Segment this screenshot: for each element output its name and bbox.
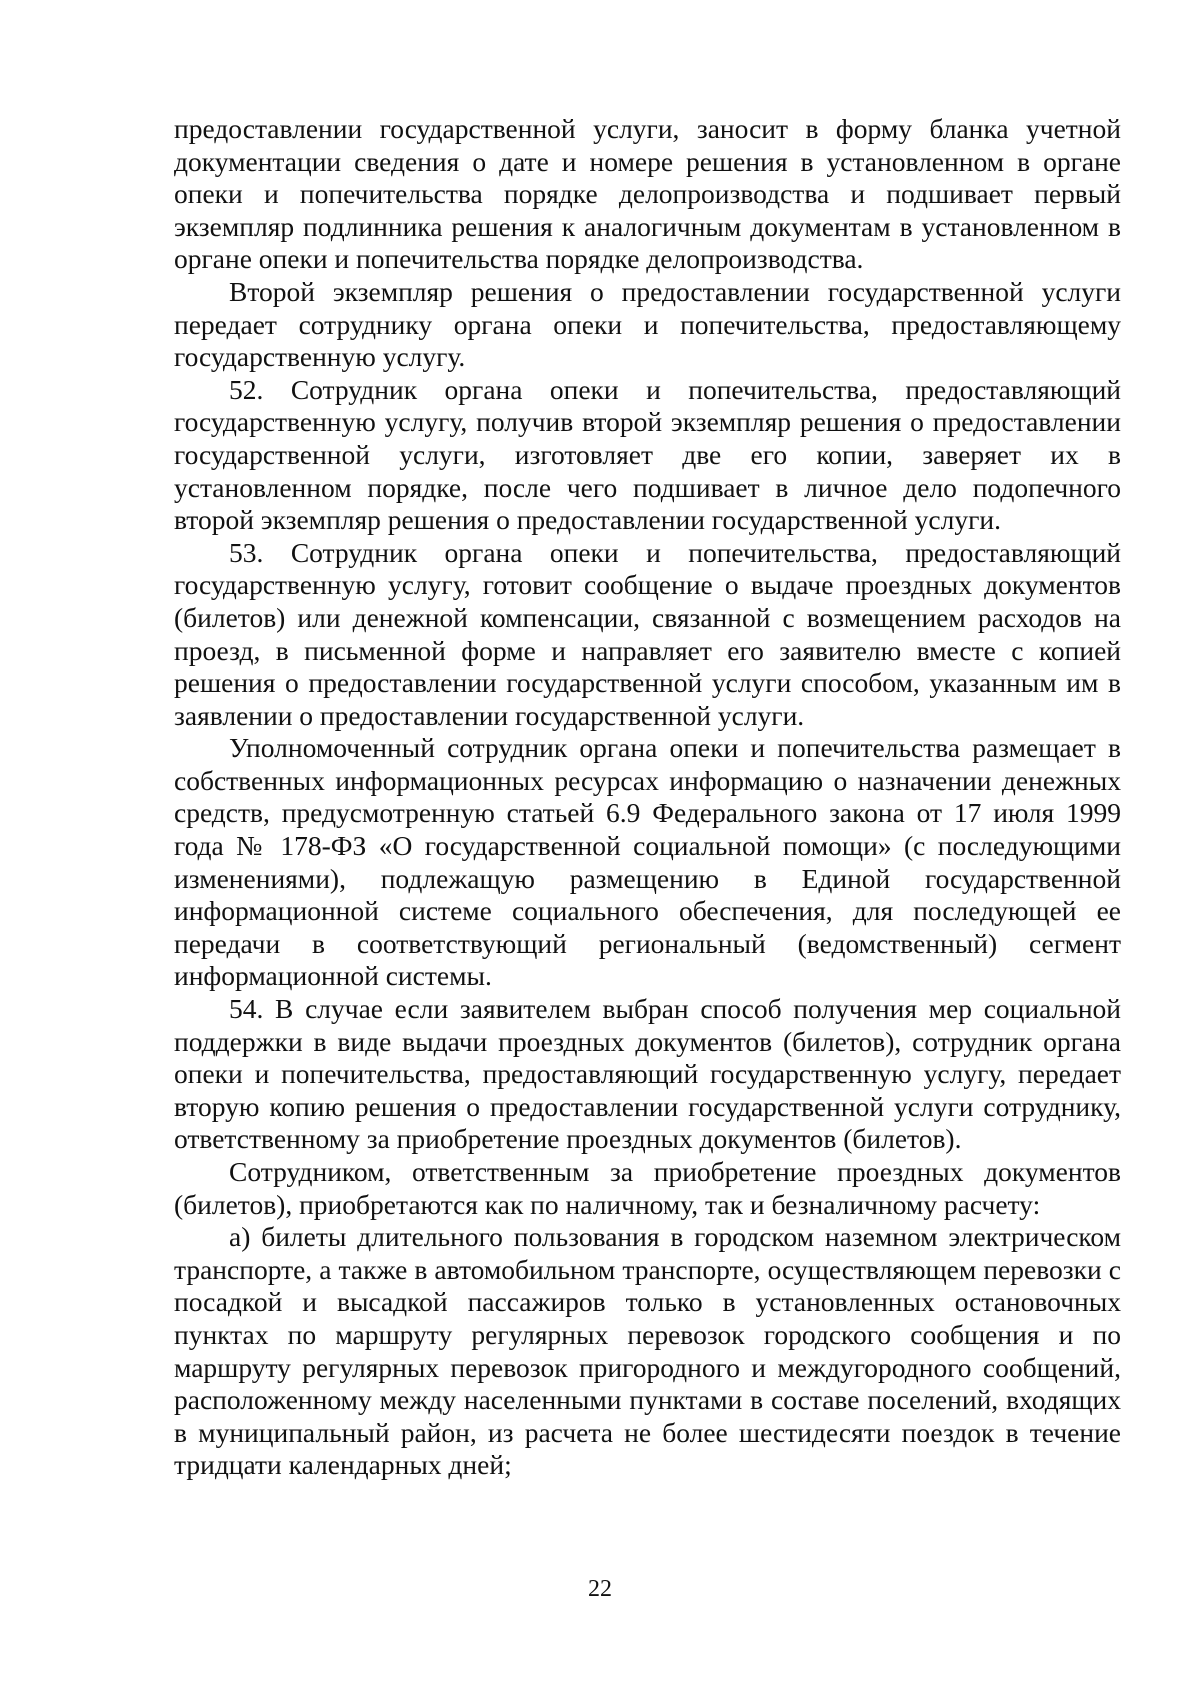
paragraph-53: 53. Сотрудник органа опеки и попечительства, предоставляющий государственную услугу, готовит сообщение о выдаче проездных документов (билетов) или денежной компенсации, связанной с возмещением расходов на проезд, в письменной форме и направляет его заявителю вместе с копией решения о предоставлении государственной услуги способом, указанным им в заявлении о предоставлении государственной услуги.	[174, 536, 1121, 731]
list-item-a: а) билеты длительного пользования в городском наземном электрическом транспорте, а также в автомобильном транспорте, осуществляющем перевозки с посадкой и высадкой пассажиров только в установленных остановочных пунктах по маршруту регулярных перевозок городского сообщения и по маршруту регулярных перевозок пригородного и междугородного сообщений, расположенному между населенными пунктами в составе поселений, входящих в муниципальный район, из расчета не более шестидесяти поездок в течение тридцати календарных дней;	[174, 1221, 1121, 1481]
paragraph-52: 52. Сотрудник органа опеки и попечительства, предоставляющий государственную услугу, получив второй экземпляр решения о предоставлении государственной услуги, изготовляет две его копии, заверяет их в установленном порядке, после чего подшивает в личное дело подопечного второй экземпляр решения о предоставлении государственной услуги.	[174, 373, 1121, 536]
paragraph: Второй экземпляр решения о предоставлении государственной услуги передает сотруднику органа опеки и попечительства, предоставляющему государственную услугу.	[174, 275, 1121, 373]
paragraph-54: 54. В случае если заявителем выбран способ получения мер социальной поддержки в виде выдачи проездных документов (билетов), сотрудник органа опеки и попечительства, предоставляющий государственную услугу, передает вторую копию решения о предоставлении государственной услуги сотруднику, ответственному за приобретение проездных документов (билетов).	[174, 993, 1121, 1155]
page-number: 22	[588, 1576, 612, 1602]
paragraph: Сотрудником, ответственным за приобретение проездных документов (билетов), приобретаются как по наличному, так и безналичному расчету:	[174, 1156, 1121, 1220]
paragraph: Уполномоченный сотрудник органа опеки и попечительства размещает в собственных информационных ресурсах информацию о назначении денежных средств, предусмотренную статьей 6.9 Федерального закона от 17 июля 1999 года № 178-ФЗ «О государственной социальной помощи» (с последующими изменениями), подлежащую размещению в Единой государственной информационной системе социального обеспечения, для последующей ее передачи в соответствующий региональный (ведомственный) сегмент информационной системы.	[174, 732, 1121, 992]
document-body	[174, 113, 1121, 1482]
paragraph: предоставлении государственной услуги, заносит в форму бланка учетной документации сведения о дате и номере решения в установленном в органе опеки и попечительства порядке делопроизводства и подшивает первый экземпляр подлинника решения к аналогичным документам в установленном в органе опеки и попечительства порядке делопроизводства.	[174, 113, 1121, 275]
